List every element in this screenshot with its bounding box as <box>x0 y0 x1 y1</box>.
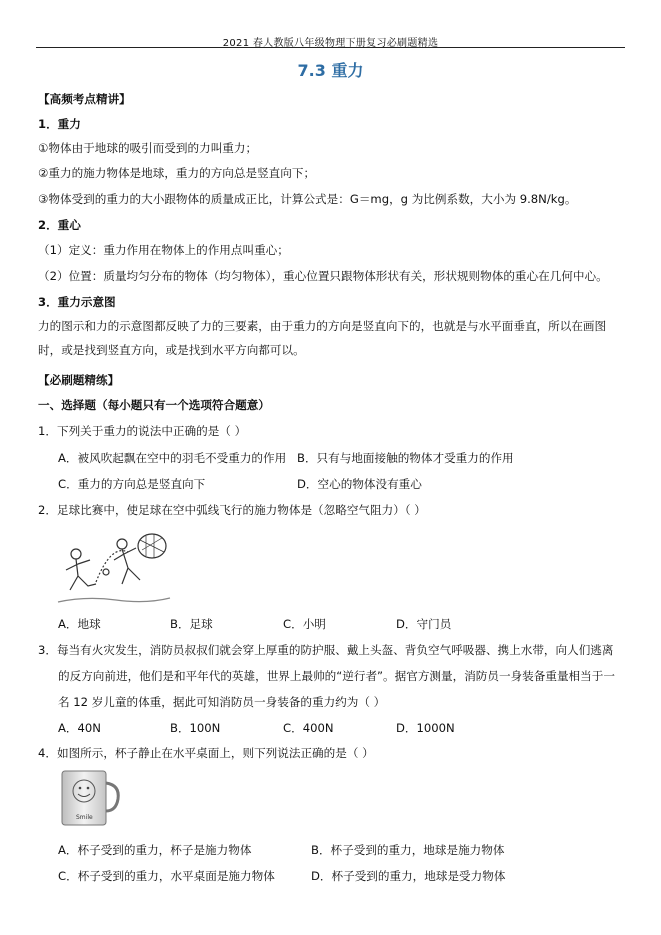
q3-option-c: C．400N <box>283 721 334 735</box>
page-header: 2021 春人教版八年级物理下册复习必刷题精选 <box>222 38 439 49</box>
k2-heading: 2．重心 <box>38 218 81 232</box>
k1-item-1: ①物体由于地球的吸引而受到的力叫重力； <box>38 141 258 155</box>
part1-heading: 一、选择题（每小题只有一个选项符合题意） <box>38 398 270 412</box>
q3-stem-line-1: 3．每当有火灾发生，消防员叔叔们就会穿上厚重的防护服、戴上头盔、背负空气呼吸器、携上水带，向人们逃离 <box>38 643 614 657</box>
k3-paragraph: 力的图示和力的示意图都反映了力的三要素，由于重力的方向是竖直向下的，也就是与水平面垂直，所以在画图时，或是找到竖直方向，或是找到水平方向都可以。 <box>38 319 607 357</box>
q4-option-d: D．杯子受到的重力，地球是受力物体 <box>311 869 506 883</box>
q2-option-b: B．足球 <box>170 617 213 631</box>
q1-option-a: A．被风吹起飘在空中的羽毛不受重力的作用 <box>58 451 287 465</box>
q1-option-b: B．只有与地面接触的物体才受重力的作用 <box>297 451 514 465</box>
q1-option-c: C．重力的方向总是竖直向下 <box>58 477 206 491</box>
q4-option-b: B．杯子受到的重力，地球是施力物体 <box>311 843 505 857</box>
q3-option-a: A．40N <box>58 721 101 735</box>
q2-stem: 2．足球比赛中，使足球在空中弧线飞行的施力物体是（忽略空气阻力）（ ） <box>38 503 426 517</box>
cup-label: Smile <box>76 814 93 821</box>
q2-option-a: A．地球 <box>58 617 101 631</box>
header-divider <box>36 47 625 48</box>
k3-heading: 3．重力示意图 <box>38 295 116 309</box>
section-heading-key-points: 【高频考点精讲】 <box>38 92 131 106</box>
q3-stem-line-3: 名 12 岁儿童的体重，据此可知消防员一身装备的重力约为（ ） <box>58 695 386 709</box>
q3-stem-line-2: 的反方向前进，他们是和平年代的英雄，世界上最帅的“逆行者”。据官方测量，消防员一身装备重量相当于一 <box>58 669 615 683</box>
q3-option-d: D．1000N <box>396 721 455 735</box>
q4-option-a: A．杯子受到的重力，杯子是施力物体 <box>58 843 252 857</box>
k2-item-2: （2）位置：质量均匀分布的物体（均匀物体），重心位置只跟物体形状有关，形状规则物体的重心在几何中心。 <box>38 269 608 283</box>
q4-option-c: C．杯子受到的重力，水平桌面是施力物体 <box>58 869 275 883</box>
q3-option-b: B．100N <box>170 721 221 735</box>
k1-heading: 1．重力 <box>38 117 81 131</box>
page-title: 7.3 重力 <box>297 61 364 80</box>
q1-stem: 1．下列关于重力的说法中正确的是（ ） <box>38 424 247 438</box>
k2-item-1: （1）定义：重力作用在物体上的作用点叫重心； <box>38 243 289 257</box>
soccer-illustration <box>56 524 172 606</box>
section-heading-practice: 【必刷题精练】 <box>38 373 120 387</box>
k1-item-3: ③物体受到的重力的大小跟物体的质量成正比，计算公式是：G＝mg，g 为比例系数，大小为 9.8N/kg。 <box>38 192 577 206</box>
k1-item-2: ②重力的施力物体是地球，重力的方向总是竖直向下； <box>38 166 316 180</box>
q1-option-d: D．空心的物体没有重心 <box>297 477 422 491</box>
q4-stem: 4．如图所示，杯子静止在水平桌面上，则下列说法正确的是（ ） <box>38 746 374 760</box>
q2-option-d: D．守门员 <box>396 617 452 631</box>
q2-option-c: C．小明 <box>283 617 326 631</box>
